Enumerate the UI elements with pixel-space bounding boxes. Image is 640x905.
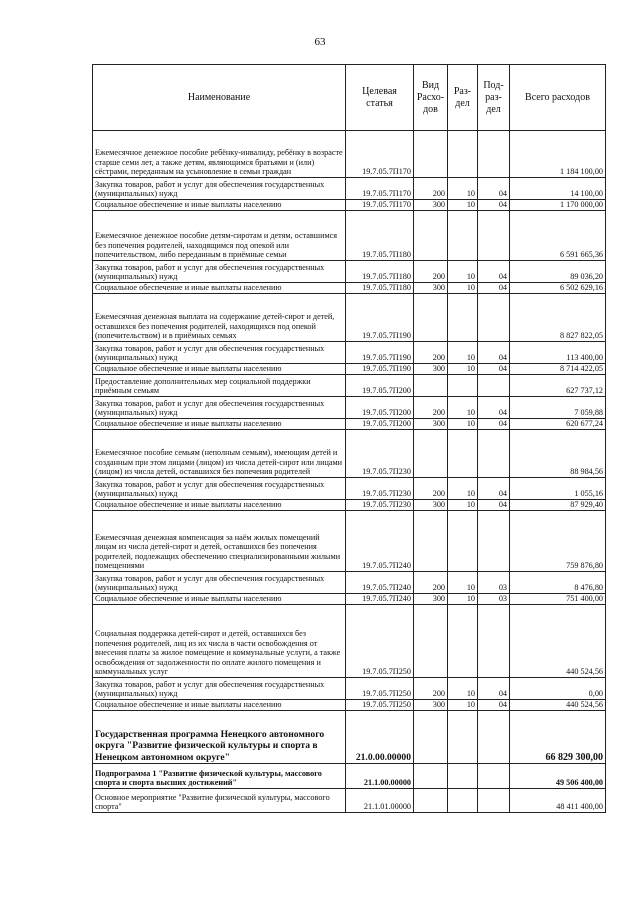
row-subsection	[478, 430, 510, 478]
page-number: 63	[314, 36, 326, 48]
row-section: 10	[448, 283, 478, 294]
row-type: 200	[414, 572, 448, 594]
row-name: Ежемесячное пособие семьям (неполным семьям), имеющим детей и созданным при этом лицами (лицом) из числа детей-сирот или лицами (лицом) из числа детей, оставшихся без попечения родителей	[93, 430, 346, 478]
row-name: Закупка товаров, работ и услуг для обеспечения государственных (муниципальных) нужд	[93, 178, 346, 200]
row-code: 19.7.05.7П200	[346, 397, 414, 419]
row-name: Ежемесячное денежное пособие ребёнку-инвалиду, ребёнку в возрасте старше семи лет, а также детям, являющимся братьями и (или) сёстрами, переданным на усыновление в семьи граждан	[93, 131, 346, 178]
row-name: Основное мероприятие "Развитие физической культуры, массового спорта"	[93, 789, 346, 813]
row-subsection	[478, 375, 510, 397]
table-row	[93, 261, 606, 283]
table-row	[93, 397, 606, 419]
budget-table	[92, 64, 606, 813]
row-total: 6 591 665,36	[510, 211, 606, 261]
row-code: 19.7.05.7П230	[346, 478, 414, 500]
row-code: 19.7.05.7П250	[346, 700, 414, 711]
table-row	[93, 430, 606, 478]
row-total: 759 876,80	[510, 511, 606, 572]
row-type	[414, 294, 448, 342]
row-type: 200	[414, 178, 448, 200]
row-section: 10	[448, 178, 478, 200]
row-name: Социальное обеспечение и иные выплаты населению	[93, 283, 346, 294]
row-code: 21.1.01.00000	[346, 789, 414, 813]
row-subsection: 04	[478, 397, 510, 419]
row-section: 10	[448, 419, 478, 430]
row-name: Закупка товаров, работ и услуг для обеспечения государственных (муниципальных) нужд	[93, 678, 346, 700]
row-total: 1 184 100,00	[510, 131, 606, 178]
row-name: Предоставление дополнительных мер социальной поддержки приёмным семьям	[93, 375, 346, 397]
table-row	[93, 678, 606, 700]
row-subsection	[478, 764, 510, 789]
row-code: 19.7.05.7П180	[346, 283, 414, 294]
table-row	[93, 478, 606, 500]
row-total: 14 100,00	[510, 178, 606, 200]
table-row	[93, 500, 606, 511]
row-type: 300	[414, 594, 448, 605]
row-name: Закупка товаров, работ и услуг для обеспечения государственных (муниципальных) нужд	[93, 261, 346, 283]
table-row	[93, 342, 606, 364]
row-type	[414, 789, 448, 813]
table-row	[93, 131, 606, 178]
row-code: 19.7.05.7П170	[346, 131, 414, 178]
row-type: 200	[414, 342, 448, 364]
table-row	[93, 283, 606, 294]
row-section: 10	[448, 261, 478, 283]
row-type: 300	[414, 500, 448, 511]
row-code: 21.0.00.00000	[346, 711, 414, 764]
row-code: 19.7.05.7П230	[346, 430, 414, 478]
table-row	[93, 294, 606, 342]
row-subsection: 04	[478, 178, 510, 200]
row-type: 300	[414, 419, 448, 430]
row-type: 200	[414, 397, 448, 419]
row-type: 300	[414, 364, 448, 375]
header-section: Раз-дел	[448, 65, 478, 131]
header-name: Наименование	[93, 65, 346, 131]
table-row	[93, 605, 606, 678]
table-row	[93, 211, 606, 261]
row-code: 19.7.05.7П170	[346, 200, 414, 211]
row-type	[414, 511, 448, 572]
row-code: 19.7.05.7П190	[346, 294, 414, 342]
row-type: 300	[414, 283, 448, 294]
row-section: 10	[448, 364, 478, 375]
row-section	[448, 605, 478, 678]
row-subsection: 03	[478, 572, 510, 594]
row-section: 10	[448, 478, 478, 500]
table-row	[93, 511, 606, 572]
row-name: Закупка товаров, работ и услуг для обеспечения государственных (муниципальных) нужд	[93, 572, 346, 594]
header-total: Всего расходов	[510, 65, 606, 131]
row-total: 1 170 000,00	[510, 200, 606, 211]
row-code: 19.7.05.7П230	[346, 500, 414, 511]
row-subsection	[478, 294, 510, 342]
row-total: 751 400,00	[510, 594, 606, 605]
row-total: 49 506 400,00	[510, 764, 606, 789]
row-total: 440 524,56	[510, 605, 606, 678]
row-total: 66 829 300,00	[510, 711, 606, 764]
table-row	[93, 375, 606, 397]
row-code: 19.7.05.7П200	[346, 419, 414, 430]
row-code: 19.7.05.7П180	[346, 261, 414, 283]
row-type	[414, 605, 448, 678]
row-section	[448, 764, 478, 789]
row-section: 10	[448, 572, 478, 594]
table-header-row	[93, 65, 606, 131]
row-code: 19.7.05.7П190	[346, 342, 414, 364]
row-total: 440 524,56	[510, 700, 606, 711]
table-row-subprogram	[93, 764, 606, 789]
row-section: 10	[448, 678, 478, 700]
row-type	[414, 375, 448, 397]
table-row-program	[93, 711, 606, 764]
row-subsection	[478, 211, 510, 261]
row-name: Ежемесячная денежная компенсация за наём жилых помещений лицам из числа детей-сирот и детей, оставшихся без попечения родителей, подлежащих обеспечению специализированными жилыми помещениями	[93, 511, 346, 572]
row-code: 19.7.05.7П240	[346, 511, 414, 572]
row-type: 200	[414, 478, 448, 500]
row-section	[448, 211, 478, 261]
row-section	[448, 789, 478, 813]
row-total: 627 737,12	[510, 375, 606, 397]
row-section: 10	[448, 594, 478, 605]
row-subsection: 04	[478, 364, 510, 375]
row-name: Закупка товаров, работ и услуг для обеспечения государственных (муниципальных) нужд	[93, 342, 346, 364]
row-subsection	[478, 605, 510, 678]
row-total: 8 714 422,05	[510, 364, 606, 375]
row-name: Закупка товаров, работ и услуг для обеспечения государственных (муниципальных) нужд	[93, 478, 346, 500]
row-section: 10	[448, 500, 478, 511]
row-code: 19.7.05.7П240	[346, 572, 414, 594]
header-code: Целевая статья	[346, 65, 414, 131]
row-subsection	[478, 789, 510, 813]
row-subsection: 03	[478, 594, 510, 605]
row-code: 19.7.05.7П250	[346, 605, 414, 678]
row-code: 19.7.05.7П250	[346, 678, 414, 700]
row-name: Социальное обеспечение и иные выплаты населению	[93, 500, 346, 511]
row-total: 6 502 629,16	[510, 283, 606, 294]
row-name: Социальное обеспечение и иные выплаты населению	[93, 364, 346, 375]
row-code: 21.1.00.00000	[346, 764, 414, 789]
table-row	[93, 700, 606, 711]
row-total: 0,00	[510, 678, 606, 700]
row-total: 87 929,40	[510, 500, 606, 511]
header-subsection: Под-раз-дел	[478, 65, 510, 131]
row-section	[448, 711, 478, 764]
header-type: Вид Расхо-дов	[414, 65, 448, 131]
row-subsection	[478, 131, 510, 178]
row-total: 113 400,00	[510, 342, 606, 364]
row-total: 89 036,20	[510, 261, 606, 283]
row-total: 1 055,16	[510, 478, 606, 500]
row-subsection	[478, 511, 510, 572]
row-subsection	[478, 711, 510, 764]
table-row	[93, 789, 606, 813]
row-code: 19.7.05.7П180	[346, 211, 414, 261]
row-subsection: 04	[478, 261, 510, 283]
row-section: 10	[448, 342, 478, 364]
row-section	[448, 430, 478, 478]
row-section	[448, 294, 478, 342]
table-row	[93, 572, 606, 594]
row-name: Социальное обеспечение и иные выплаты населению	[93, 200, 346, 211]
row-subsection: 04	[478, 342, 510, 364]
row-type: 300	[414, 200, 448, 211]
row-name: Ежемесячная денежная выплата на содержание детей-сирот и детей, оставшихся без попечения родителей, находящихся под опекой (попечительством) и в приёмных семьях	[93, 294, 346, 342]
row-name: Социальное обеспечение и иные выплаты населению	[93, 419, 346, 430]
row-subsection: 04	[478, 478, 510, 500]
row-subsection: 04	[478, 200, 510, 211]
row-section: 10	[448, 700, 478, 711]
row-name: Подпрограмма 1 "Развитие физической культуры, массового спорта и спорта высших достижений"	[93, 764, 346, 789]
row-section	[448, 131, 478, 178]
row-subsection: 04	[478, 500, 510, 511]
table-row	[93, 594, 606, 605]
row-section: 10	[448, 397, 478, 419]
row-total: 620 677,24	[510, 419, 606, 430]
row-code: 19.7.05.7П190	[346, 364, 414, 375]
table-row	[93, 364, 606, 375]
row-type: 300	[414, 700, 448, 711]
row-type	[414, 211, 448, 261]
row-name: Ежемесячное денежное пособие детям-сиротам и детям, оставшимся без попечения родителей, находящимся под опекой или попечительством, либо переданным в приёмные семьи	[93, 211, 346, 261]
row-total: 8 827 822,05	[510, 294, 606, 342]
row-total: 88 984,56	[510, 430, 606, 478]
row-name: Социальное обеспечение и иные выплаты населению	[93, 594, 346, 605]
row-name: Закупка товаров, работ и услуг для обеспечения государственных (муниципальных) нужд	[93, 397, 346, 419]
row-section: 10	[448, 200, 478, 211]
row-subsection: 04	[478, 700, 510, 711]
row-subsection: 04	[478, 678, 510, 700]
row-type: 200	[414, 678, 448, 700]
row-type	[414, 131, 448, 178]
row-name: Социальное обеспечение и иные выплаты населению	[93, 700, 346, 711]
row-code: 19.7.05.7П170	[346, 178, 414, 200]
row-type	[414, 430, 448, 478]
table-row	[93, 178, 606, 200]
row-name: Государственная программа Ненецкого автономного округа "Развитие физической культуры и спорта в Ненецком автономном округе"	[93, 711, 346, 764]
row-section	[448, 511, 478, 572]
table-row	[93, 200, 606, 211]
row-subsection: 04	[478, 283, 510, 294]
row-code: 19.7.05.7П200	[346, 375, 414, 397]
row-type	[414, 711, 448, 764]
row-total: 8 476,80	[510, 572, 606, 594]
row-total: 48 411 400,00	[510, 789, 606, 813]
row-section	[448, 375, 478, 397]
row-subsection: 04	[478, 419, 510, 430]
table-row	[93, 419, 606, 430]
row-total: 7 059,88	[510, 397, 606, 419]
row-code: 19.7.05.7П240	[346, 594, 414, 605]
row-name: Социальная поддержка детей-сирот и детей, оставшихся без попечения родителей, лиц из их числа в части освобождения от внесения платы за жилое помещение и коммунальные услуги, а также освобождения от задолженности по оплате жилого помещения и коммунальных услуг	[93, 605, 346, 678]
row-type: 200	[414, 261, 448, 283]
row-type	[414, 764, 448, 789]
